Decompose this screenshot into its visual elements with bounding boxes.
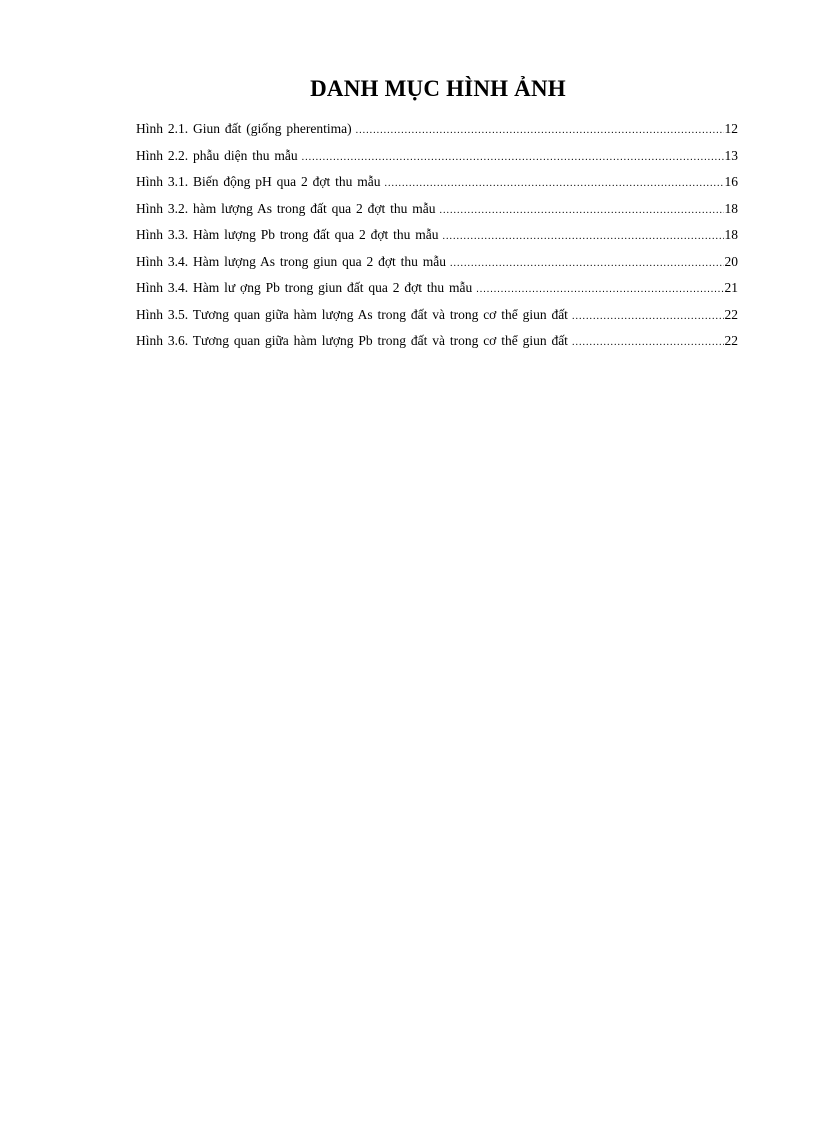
figure-caption: Hình 3.1. Biến động pH qua 2 đợt thu mẫu — [136, 174, 381, 189]
figure-list-item — [136, 302, 738, 329]
dot-leader — [439, 198, 723, 225]
figure-caption: Hình 3.4. Hàm lượng As trong giun qua 2 đợt thu mẫu — [136, 253, 446, 269]
page-number: 20 — [724, 253, 738, 269]
figure-caption: Hình 2.1. Giun đất (giống pherentima) — [136, 121, 352, 136]
figure-caption: Hình 3.3. Hàm lượng Pb trong đất qua 2 đợt thu mẫu — [136, 227, 439, 242]
page-number: 22 — [724, 306, 738, 322]
figure-list-item — [136, 169, 738, 196]
dot-leader — [442, 224, 723, 251]
figure-list-item — [136, 275, 738, 302]
page-number: 22 — [724, 333, 738, 348]
page-number: 12 — [724, 121, 738, 136]
dot-leader — [476, 277, 723, 304]
figure-list-item — [136, 222, 738, 249]
dot-leader — [302, 145, 724, 172]
page-number: 13 — [724, 147, 738, 163]
page-number: 18 — [724, 200, 738, 216]
dot-leader — [356, 118, 724, 145]
figure-caption: Hình 3.2. hàm lượng As trong đất qua 2 đợt thu mẫu — [136, 200, 436, 216]
figure-caption: Hình 3.5. Tương quan giữa hàm lượng As trong đất và trong cơ thể giun đất — [136, 306, 568, 322]
figure-caption: Hình 2.2. phẫu diện thu mẫu — [136, 147, 298, 163]
figure-list-item — [136, 196, 738, 223]
page-title: DANH MỤC HÌNH ẢNH — [310, 76, 566, 101]
dot-leader — [450, 251, 724, 278]
page-number: 18 — [724, 227, 738, 242]
dot-leader — [385, 171, 724, 198]
figure-caption: Hình 3.6. Tương quan giữa hàm lượng Pb trong đất và trong cơ thể giun đất — [136, 333, 568, 348]
dot-leader — [572, 304, 724, 331]
dot-leader — [572, 330, 724, 357]
figure-list-item — [136, 116, 738, 143]
page-number: 21 — [724, 280, 738, 295]
page-number: 16 — [724, 174, 738, 189]
figure-caption: Hình 3.4. Hàm lư ợng Pb trong giun đất qua 2 đợt thu mẫu — [136, 280, 473, 295]
figure-list-item — [136, 249, 738, 276]
figure-list-item — [136, 143, 738, 170]
figure-list-item — [136, 328, 738, 355]
figure-list — [136, 116, 738, 355]
